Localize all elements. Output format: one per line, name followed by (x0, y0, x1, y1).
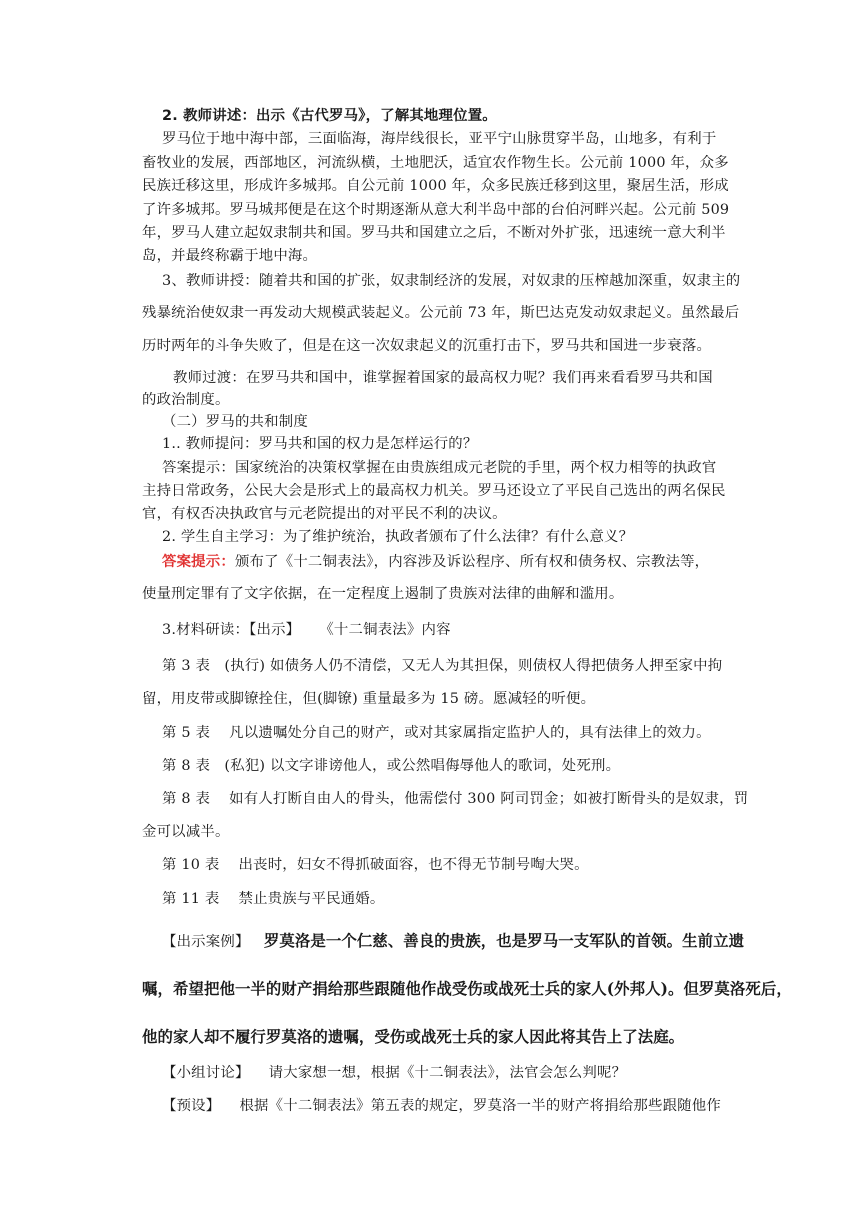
text-line-15 (162, 458, 716, 478)
text-line-21 (162, 620, 451, 640)
text-line-16 (142, 481, 726, 501)
text-segment: 的政治制度。 (142, 392, 230, 408)
text-segment: 罗马位于地中海中部，三面临海，海岸线很长，亚平宁山脉贯穿半岛，山地多，有利于 (162, 131, 717, 147)
text-segment: 第 5 表 凡以遗嘱处分自己的财产，或对其家属指定监护人的，具有法律上的效力。 (162, 725, 711, 741)
text-segment: 第 8 表 (私犯) 以文字诽谤他人，或公然唱侮辱他人的歌词，处死刑。 (162, 758, 621, 774)
text-line-27 (142, 822, 230, 842)
text-line-9 (142, 303, 739, 323)
text-segment: 官，有权否决执政官与元老院提出的对平民不利的决议。 (142, 506, 507, 522)
text-line-4 (142, 176, 729, 196)
case-text-segment: 罗莫洛是一个仁慈、善良的贵族，也是罗马一支军队的首领。生前立遗 (263, 932, 745, 950)
text-line-20 (142, 584, 624, 604)
text-segment: 颁布了《十二铜表法》，内容涉及诉讼程序、所有权和债务权、宗教法等， (234, 554, 710, 570)
text-segment: 2. 学生自主学习：为了维护统治，执政者颁布了什么法律？有什么意义？ (162, 529, 634, 545)
text-line-12 (142, 390, 230, 410)
text-segment: 民族迁移这里，形成许多城邦。自公元前 1000 年，众多民族迁移到这里，聚居生活，形成 (142, 178, 729, 194)
case-text-segment: 他的家人却不履行罗莫洛的遗嘱，受伤或战死士兵的家人因此将其告上了法庭。 (142, 1028, 685, 1046)
case-text-segment: 嘱，希望把他一半的财产捐给那些跟随他作战受伤或战死士兵的家人(外邦人)。但罗莫洛死后， (142, 980, 792, 998)
text-line-17 (142, 504, 507, 524)
text-line-7 (142, 246, 317, 266)
text-line-14 (162, 434, 478, 454)
text-line-33 (162, 1063, 626, 1083)
text-segment: 年，罗马人建立起奴隶制共和国。罗马共和国建立之后，不断对外扩张，迅速统一意大利半 (142, 225, 726, 241)
text-line-23 (142, 689, 595, 709)
text-segment: 1.. 教师提问：罗马共和国的权力是怎样运行的？ (162, 436, 478, 452)
text-segment: 教师过渡：在罗马共和国中，谁掌握着国家的最高权力呢？我们再来看看罗马共和国 (173, 370, 713, 386)
text-segment: 【小组讨论】 请大家想一想，根据《十二铜表法》，法官会怎么判呢？ (162, 1065, 627, 1081)
case-label: 【出示案例】 (162, 934, 264, 950)
text-line-34 (162, 1096, 721, 1116)
text-line-11 (173, 368, 713, 388)
text-segment: 第 10 表 出丧时，妇女不得抓破面容，也不得无节制号啕大哭。 (162, 857, 589, 873)
text-segment: 【预设】 根据《十二铜表法》第五表的规定，罗莫洛一半的财产将捐给那些跟随他作 (162, 1098, 721, 1114)
text-segment: 畜牧业的发展，西部地区，河流纵横，土地肥沃，适宜农作物生长。公元前 1000 年，众多 (142, 155, 729, 171)
text-segment: 答案提示：国家统治的决策权掌握在由贵族组成元老院的手里，两个权力相等的执政官 (162, 460, 717, 476)
text-line-18 (162, 527, 633, 547)
answer-hint-label: 答案提示： (162, 553, 235, 570)
text-segment: 岛，并最终称霸于地中海。 (142, 248, 318, 264)
text-line-30 (162, 931, 744, 952)
text-segment: 3.材料研读：【出示】 《十二铜表法》内容 (162, 622, 451, 638)
text-line-8 (162, 271, 740, 291)
text-line-28 (162, 855, 589, 875)
text-line-32 (142, 1027, 684, 1048)
text-line-19 (162, 552, 709, 572)
text-line-1 (162, 106, 497, 126)
text-segment: 金可以减半。 (142, 824, 230, 840)
text-segment: 留，用皮带或脚镣拴住，但(脚镣) 重量最多为 15 磅。愿减轻的听便。 (142, 691, 596, 707)
text-segment: 第 3 表 (执行) 如债务人仍不清偿，又无人为其担保，则债权人得把债务人押至家中拘 (162, 658, 723, 674)
text-segment: 3、教师讲授：随着共和国的扩张，奴隶制经济的发展，对奴隶的压榨越加深重，奴隶主的 (162, 273, 741, 289)
text-line-2 (162, 129, 716, 149)
text-line-5 (142, 200, 729, 220)
text-line-13 (162, 412, 308, 432)
text-line-6 (142, 223, 726, 243)
text-segment: 了许多城邦。罗马城邦便是在这个时期逐渐从意大利半岛中部的台伯河畔兴起。公元前 509 (142, 202, 730, 218)
text-line-10 (142, 336, 711, 356)
text-segment: （二）罗马的共和制度 (162, 414, 308, 430)
text-segment: 历时两年的斗争失败了，但是在这一次奴隶起义的沉重打击下，罗马共和国进一步衰落。 (142, 338, 712, 354)
text-line-29 (162, 889, 384, 909)
text-line-24 (162, 723, 711, 743)
text-segment: 使量刑定罪有了文字依据，在一定程度上遏制了贵族对法律的曲解和滥用。 (142, 586, 624, 602)
text-line-3 (142, 153, 729, 173)
text-line-25 (162, 756, 620, 776)
text-line-22 (162, 656, 722, 676)
text-segment: 2. 教师讲述：出示《古代罗马》，了解其地理位置。 (162, 108, 497, 124)
text-line-31 (142, 979, 792, 1000)
text-segment: 残暴统治使奴隶一再发动大规模武装起义。公元前 73 年，斯巴达克发动奴隶起义。虽然最后 (142, 305, 740, 321)
text-segment: 第 8 表 如有人打断自由人的骨头，他需偿付 300 阿司罚金；如被打断骨头的是奴隶，罚 (162, 791, 749, 807)
text-line-26 (162, 789, 748, 809)
text-segment: 主持日常政务，公民大会是形式上的最高权力机关。罗马还设立了平民自己选出的两名保民 (142, 483, 726, 499)
text-segment: 第 11 表 禁止贵族与平民通婚。 (162, 891, 385, 907)
